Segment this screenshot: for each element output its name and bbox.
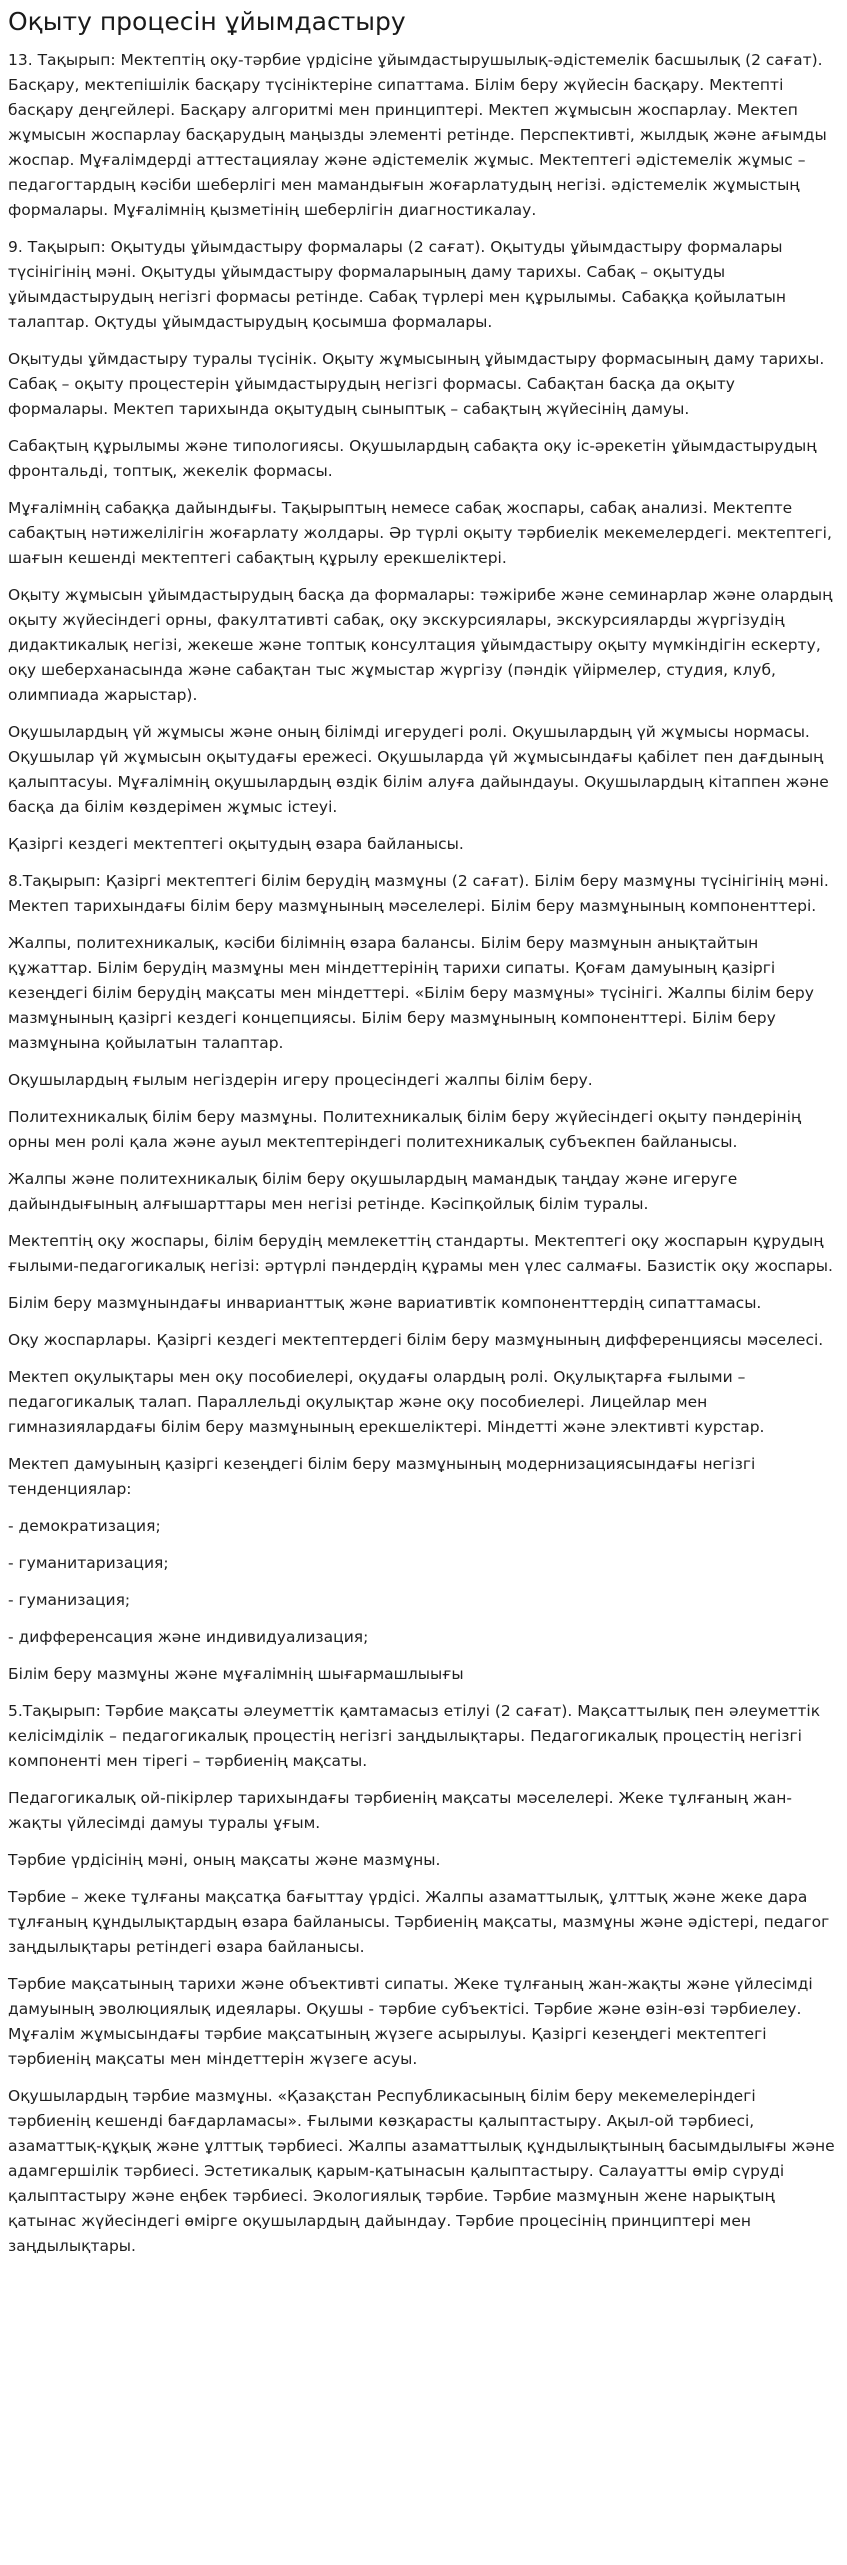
paragraph: Тәрбие мақсатының тарихи және объективті сипаты. Жеке тұлғаның жан-жақты және үйлесімді дамуының эволюциялық идеялары. Оқушы - тәрбие субъектісі. Тәрбие және өзін-өзі тәрбиелеу. Мұғалім жұмысындағы тәрбие мақсатының жүзеге асырылуы. Қазіргі кезеңдегі мектептегі тәрбиенің мақсаты мен міндеттерін жүзеге асуы.	[8, 1975, 813, 2068]
paragraph: - гуманитаризация;	[8, 1554, 169, 1572]
paragraph: 5.Тақырып: Тәрбие мақсаты әлеуметтік қамтамасыз етілуі (2 сағат). Мақсаттылық пен әлеуметтік келісімділік – педагогикалық процестің негізгі заңдылықтары. Педагогикалық процестің негізгі компоненті мен тірегі – тәрбиенің мақсаты.	[8, 1702, 821, 1770]
paragraph: Политехникалық білім беру мазмұны. Политехникалық білім беру жүйесіндегі оқыту пәндерінің орны мен ролі қала және ауыл мектептеріндегі политехникалық субъекпен байланысы.	[8, 1108, 802, 1151]
paragraph: Жалпы, политехникалық, кәсіби білімнің өзара балансы. Білім беру мазмұнын анықтайтын құжаттар. Білім берудің мазмұны мен міндеттерінің тарихи сипаты. Қоғам дамуының қазіргі кезеңдегі білім берудің мақсаты мен міндеттері. «Білім беру мазмұны» түсінігі. Жалпы білім беру мазмұнының қазіргі кездегі концепциясы. Білім беру мазмұнының компоненттері. Білім беру мазмұнына қойылатын талаптар.	[8, 934, 814, 1052]
paragraph: Оқу жоспарлары. Қазіргі кездегі мектептердегі білім беру мазмұнының дифференциясы мәселесі.	[8, 1331, 824, 1349]
paragraph: - дифференсация және индивидуализация;	[8, 1628, 369, 1646]
document-title: Оқыту процесін ұйымдастыру	[8, 7, 406, 36]
paragraph: 9. Тақырып: Оқытуды ұйымдастыру формалары (2 сағат). Оқытуды ұйымдастыру формалары түсінігінің мәні. Оқытуды ұйымдастыру формаларының даму тарихы. Сабақ – оқытуды ұйымдастырудың негізгі формасы ретінде. Сабақ түрлері мен құрылымы. Сабаққа қойылатын талаптар. Оқтуды ұйымдастырудың қосымша формалары.	[8, 238, 787, 331]
paragraph: Мектеп дамуының қазіргі кезеңдегі білім беру мазмұнының модернизациясындағы негізгі тенденциялар:	[8, 1455, 756, 1498]
paragraph: Тәрбие үрдісінің мәні, оның мақсаты және мазмұны.	[8, 1851, 441, 1869]
paragraph: Оқытуды ұймдастыру туралы түсінік. Оқыту жұмысының ұйымдастыру формасының даму тарихы. Сабақ – оқыту процестерін ұйымдастырудың негізгі формасы. Сабақтан басқа да оқыту формалары. Мектеп тарихында оқытудың сыныптық – сабақтың жүйесінің дамуы.	[8, 350, 825, 418]
paragraph: Білім беру мазмұнындағы инварианттық және вариативтік компоненттердің сипаттамасы.	[8, 1294, 762, 1312]
paragraph: Жалпы және политехникалық білім беру оқушылардың мамандық таңдау және игеруге дайындығының алғышарттары мен негізі ретінде. Кәсіпқойлық білім туралы.	[8, 1170, 738, 1213]
paragraph: Оқушылардың тәрбие мазмұны. «Қазақстан Республикасының білім беру мекемелеріндегі тәрбиенің кешенді бағдарламасы». Ғылыми көзқарасты қалыптастыру. Ақыл-ой тәрбиесі, азаматтық-құқық және ұлттық тәрбиесі. Жалпы азаматтылық құндылықтының басымдылығы және адамгершілік тәрбиесі. Эстетикалық қарым-қатынасын қалыптастыру. Салауатты өмір сүруді қалыптастыру және еңбек тәрбиесі. Экологиялық тәрбие. Тәрбие мазмұнын жене нарықтың қатынас жүйесіндегі өмірге оқушылардың дайындау. Тәрбие процесінің принциптері мен заңдылықтары.	[8, 2087, 835, 2255]
paragraph: Білім беру мазмұны және мұғалімнің шығармашлыығы	[8, 1665, 464, 1683]
paragraph: Мұғалімнің сабаққа дайындығы. Тақырыптың немесе сабақ жоспары, сабақ анализі. Мектепте сабақтың нәтижелілігін жоғарлату жолдары. Әр түрлі оқыту тәрбиелік мекемелердегі. мектептегі, шағын кешендi мектептегі сабақтың құрылу ерекшеліктері.	[8, 499, 832, 567]
paragraph: - демократизация;	[8, 1517, 161, 1535]
paragraph: 13. Тақырып: Мектептің оқу-тәрбие үрдісіне ұйымдастырушылық-әдістемелік басшылық (2 сағат). Басқару, мектепішілік басқару түсініктеріне сипаттама. Білім беру жүйесін басқару. Мектепті басқару деңгейлері. Басқару алгоритмі мен принциптері. Мектеп жұмысын жоспарлау. Мектеп жұмысын жоспарлау басқарудың маңызды элементі ретінде. Перспективті, жылдық және ағымды жоспар. Мұғалімдерді аттестациялау және әдістемелік жұмыс. Мектептегі әдістемелік жұмыс – педагогтардың кәсіби шеберлігі мен мамандығын жоғарлатудың негізі. әдістемелік жұмыстың формалары. Мұғалімнің қызметінің шеберлігін диагностикалау.	[8, 51, 827, 219]
paragraph: Оқушылардың үй жұмысы және оның білімді игерудегі ролі. Оқушылардың үй жұмысы нормасы. Оқушылар үй жұмысын оқытудағы ережесі. Оқушыларда үй жұмысындағы қабілет пен дағдының қалыптасуы. Мұғалімнің оқушылардың өздік білім алуға дайындауы. Оқушылардың кітаппен және басқа да білім көздерімен жұмыс істеуі.	[8, 723, 829, 816]
paragraph: Оқыту жұмысын ұйымдастырудың басқа да формалары: тәжірибе және семинарлар және олардың оқыту жүйесіндегі орны, факултативті сабақ, оқу экскурсиялары, экскурсияларды жүргізудің дидактикалық негізі, жекеше және топтық консултация ұйымдастыру оқыту мүмкіндігін ескерту, оқу шеберханасында және сабақтан тыс жұмыстар жүргізу (пәндік үйірмелер, студия, клуб, олимпиада жарыстар).	[8, 586, 833, 704]
paragraph: Сабақтың құрылымы және типологиясы. Оқушылардың сабақта оқу іс-әрекетін ұйымдастырудың фронтальді, топтық, жекелік формасы.	[8, 437, 817, 480]
paragraph: Педагогикалық ой-пікірлер тарихындағы тәрбиенің мақсаты мәселелері. Жеке тұлғаның жан-жақты үйлесімді дамуы туралы ұғым.	[8, 1789, 793, 1832]
paragraph: Қазіргі кездегі мектептегі оқытудың өзара байланысы.	[8, 835, 464, 853]
paragraph: Мектеп оқулықтары мен оқу пособиелері, оқудағы олардың ролі. Оқулықтарға ғылыми – педагогикалық талап. Параллельді оқулықтар және оқу пособиелері. Лицейлар мен гимназиялардағы білім беру мазмұнының ерекшеліктері. Міндетті және элективті курстар.	[8, 1368, 765, 1436]
paragraph: Оқушылардың ғылым негіздерін игеру процесіндегі жалпы білім беру.	[8, 1071, 593, 1089]
paragraph: - гуманизация;	[8, 1591, 131, 1609]
paragraph: 8.Тақырып: Қазіргі мектептегі білім берудің мазмұны (2 сағат). Білім беру мазмұны түсінігінің мәні. Мектеп тарихындағы білім беру мазмұнының мәселелері. Білім беру мазмұнының компоненттері.	[8, 872, 829, 915]
paragraph: Мектептің оқу жоспары, білім берудің мемлекеттің стандарты. Мектептегі оқу жоспарын құрудың ғылыми-педагогикалық негізі: әртүрлі пәндердің құрамы мен үлес салмағы. Базистік оқу жоспары.	[8, 1232, 833, 1275]
paragraph: Тәрбие – жеке тұлғаны мақсатқа бағыттау үрдісі. Жалпы азаматтылық, ұлттық және жеке дара тұлғаның құндылықтардың өзара байланысы. Тәрбиенің мақсаты, мазмұны және әдістері, педагог заңдылықтары ретіндегі өзара байланысы.	[8, 1888, 830, 1956]
document-body	[8, 48, 839, 2259]
